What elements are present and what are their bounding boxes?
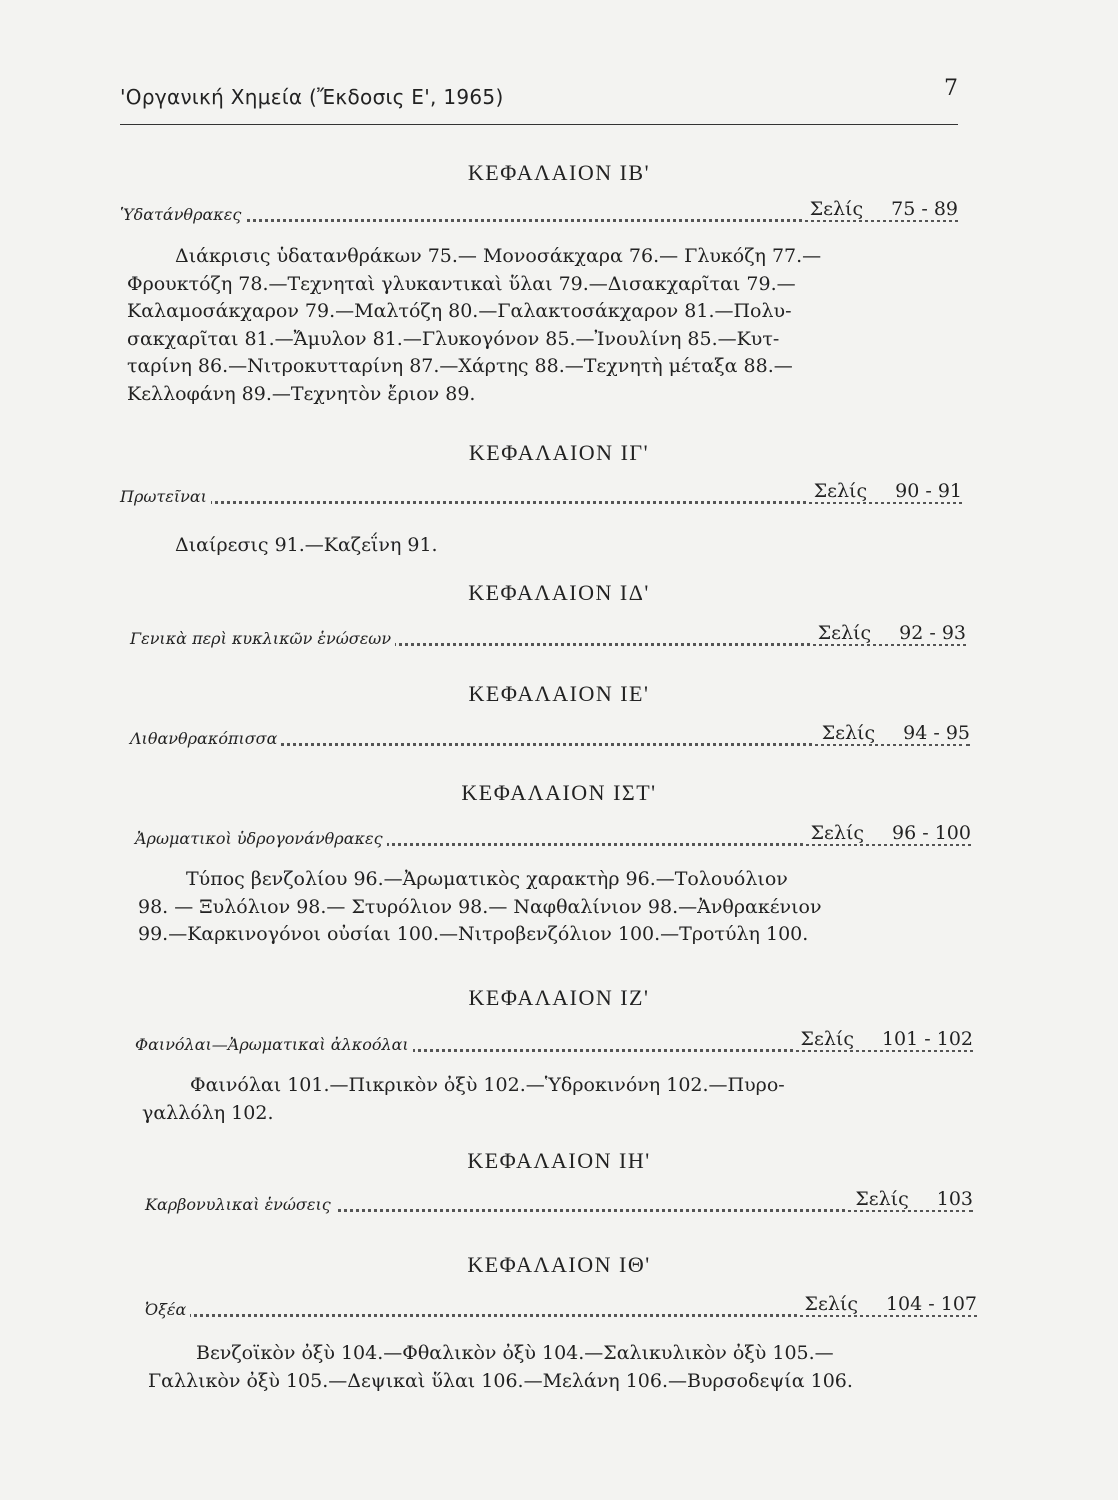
pages-value: 92 - 93	[899, 622, 966, 644]
contents-line: Καλαμοσάκχαρον 79.—Μαλτόζη 80.—Γαλακτοσάκχαρον 81.—Πολυ-	[127, 300, 792, 322]
toc-entry	[145, 1188, 973, 1218]
contents-line: 99.—Καρκινογόνοι οὐσίαι 100.—Νιτροβενζόλιον 100.—Τροτύλη 100.	[138, 923, 809, 945]
contents-line: ταρίνη 86.—Νιτροκυτταρίνη 87.—Χάρτης 88.—Τεχνητὴ μέταξα 88.—	[127, 355, 793, 377]
toc-title: Λιθανθρακόπισσα	[130, 729, 281, 748]
toc-entry	[135, 822, 971, 852]
contents-line: Διαίρεσις 91.—Καζεΐνη 91.	[175, 534, 438, 556]
toc-page-range	[806, 480, 962, 502]
toc-entry	[120, 198, 958, 228]
toc-page-range	[810, 622, 966, 644]
section-contents	[127, 243, 855, 408]
chapter-heading: ΚΕΦΑΛΑΙΟΝ ΙΓ'	[468, 440, 650, 465]
page-number: 7	[944, 76, 958, 101]
toc-title: Γενικὰ περὶ κυκλικῶν ἑνώσεων	[130, 629, 395, 648]
contents-line: σακχαρῖται 81.—Ἄμυλον 81.—Γλυκογόνον 85.—Ἰνουλίνη 85.—Κυτ-	[127, 327, 780, 350]
pages-label: Σελίς	[804, 1293, 858, 1315]
section-contents	[142, 1072, 870, 1127]
contents-line: 98. — Ξυλόλιον 98.— Στυρόλιον 98.— Ναφθαλίνιον 98.—Ἀνθρακένιον	[138, 895, 822, 918]
contents-line: γαλλόλη 102.	[142, 1101, 274, 1124]
toc-entry	[120, 480, 962, 510]
contents-line: Φρουκτόζη 78.—Τεχνηταὶ γλυκαντικαὶ ὕλαι 79.—Δισακχαρῖται 79.—	[127, 272, 796, 295]
chapter-heading: ΚΕΦΑΛΑΙΟΝ ΙΒ'	[467, 160, 651, 185]
pages-value: 90 - 91	[895, 480, 962, 502]
toc-title: Ὑδατάνθρακες	[120, 205, 245, 224]
running-title: 'Οργανική Χημεία (Ἔκδοσις Ε', 1965)	[120, 85, 504, 109]
chapter-heading: ΚΕΦΑΛΑΙΟΝ ΙΔ'	[468, 580, 650, 605]
toc-title: Ἀρωματικοὶ ὑδρογονάνθρακες	[135, 829, 387, 848]
pages-value: 75 - 89	[891, 198, 958, 220]
chapter-heading: ΚΕΦΑΛΑΙΟΝ ΙΗ'	[467, 1148, 651, 1173]
toc-entry	[130, 622, 966, 652]
pages-value: 94 - 95	[903, 722, 970, 744]
pages-label: Σελίς	[800, 1028, 854, 1050]
contents-line: Φαινόλαι 101.—Πικρικὸν ὀξὺ 102.—Ὑδροκινόνη 102.—Πυρο-	[190, 1074, 785, 1096]
section-contents	[127, 532, 855, 560]
pages-value: 101 - 102	[881, 1028, 973, 1050]
toc-title: Ὀξέα	[145, 1300, 190, 1319]
toc-entry	[145, 1293, 977, 1323]
toc-page-range	[793, 1028, 973, 1050]
chapter-heading: ΚΕΦΑΛΑΙΟΝ ΙΘ'	[467, 1252, 651, 1277]
pages-label: Σελίς	[821, 722, 876, 744]
chapter-heading: ΚΕΦΑΛΑΙΟΝ ΙΣΤ'	[461, 780, 657, 805]
section-contents	[148, 1340, 876, 1395]
contents-line: Κελλοφάνη 89.—Τεχνητὸν ἔριον 89.	[127, 382, 476, 405]
pages-label: Σελίς	[809, 198, 864, 220]
pages-label: Σελίς	[813, 480, 868, 502]
chapter-heading: ΚΕΦΑΛΑΙΟΝ ΙΖ'	[468, 985, 650, 1010]
contents-line: Γαλλικὸν ὀξὺ 105.—Δεψικαὶ ὕλαι 106.—Μελάνη 106.—Βυρσοδεψία 106.	[148, 1369, 853, 1392]
toc-title: Καρβονυλικαὶ ἑνώσεις	[145, 1195, 335, 1214]
toc-page-range	[803, 822, 971, 844]
toc-entry	[130, 722, 970, 752]
section-contents	[138, 866, 866, 949]
toc-page-range	[814, 722, 970, 744]
running-header	[120, 76, 958, 125]
pages-label: Σελίς	[817, 622, 872, 644]
toc-page-range	[847, 1188, 973, 1210]
pages-label: Σελίς	[810, 822, 865, 844]
pages-value: 104 - 107	[885, 1293, 977, 1315]
pages-value: 96 - 100	[892, 822, 971, 844]
toc-page-range	[802, 198, 958, 220]
toc-page-range	[797, 1293, 977, 1315]
pages-label: Σελίς	[855, 1188, 909, 1210]
toc-entry	[135, 1028, 973, 1058]
pages-value: 103	[936, 1188, 973, 1210]
contents-line: Τύπος βενζολίου 96.—Ἀρωματικὸς χαρακτὴρ 96.—Τολουόλιον	[186, 868, 788, 890]
toc-title: Πρωτεῖναι	[120, 487, 211, 506]
contents-line: Διάκρισις ὑδατανθράκων 75.— Μονοσάκχαρα 76.— Γλυκόζη 77.—	[175, 245, 822, 267]
contents-line: Βενζοϊκὸν ὀξὺ 104.—Φθαλικὸν ὀξὺ 104.—Σαλικυλικὸν ὀξὺ 105.—	[196, 1342, 834, 1364]
chapter-heading: ΚΕΦΑΛΑΙΟΝ ΙΕ'	[468, 681, 650, 706]
toc-title: Φαινόλαι—Ἀρωματικαὶ ἀλκοόλαι	[135, 1035, 413, 1054]
